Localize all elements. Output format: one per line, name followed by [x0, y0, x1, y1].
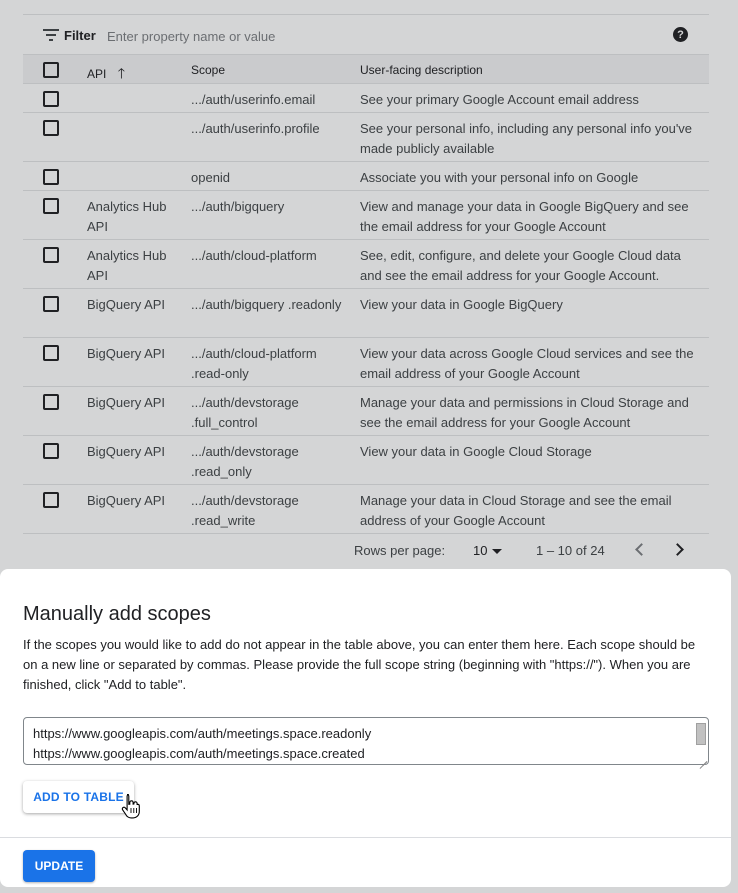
- row-scope: .../auth/devstorage .full_control: [191, 395, 299, 430]
- row-scope: .../auth/userinfo.profile: [191, 121, 320, 136]
- row-scope: .../auth/userinfo.email: [191, 92, 316, 107]
- table-body: [23, 84, 709, 534]
- row-api: BigQuery API: [87, 297, 166, 312]
- table-row[interactable]: [23, 289, 709, 338]
- update-button[interactable]: UPDATE: [23, 850, 95, 882]
- row-scope: .../auth/devstorage .read_only: [191, 444, 299, 479]
- row-description: Manage your data in Cloud Storage and see the email address of your Google Account: [360, 493, 672, 528]
- row-checkbox[interactable]: [43, 198, 59, 214]
- chevron-left-icon: [635, 543, 648, 556]
- add-to-table-button[interactable]: ADD TO TABLE: [23, 781, 134, 813]
- row-scope: .../auth/bigquery: [191, 199, 285, 214]
- row-scope: .../auth/cloud-platform: [191, 248, 317, 263]
- caret-down-icon: [492, 549, 502, 554]
- row-scope: .../auth/devstorage .read_write: [191, 493, 299, 528]
- previous-page-button[interactable]: [630, 540, 650, 560]
- row-description: View your data across Google Cloud services and see the email address of your Google Account: [360, 346, 694, 381]
- table-row[interactable]: [23, 240, 709, 289]
- filter-icon: [43, 29, 59, 41]
- row-scope: .../auth/cloud-platform .read-only: [191, 346, 317, 381]
- row-description: Associate you with your personal info on Google: [360, 170, 639, 185]
- filter-input[interactable]: [107, 26, 607, 46]
- row-api: Analytics Hub API: [87, 199, 167, 234]
- row-api: BigQuery API: [87, 493, 166, 508]
- row-checkbox[interactable]: [43, 296, 59, 312]
- scopes-table-panel: [23, 14, 709, 569]
- row-api: BigQuery API: [87, 444, 166, 459]
- table-row[interactable]: [23, 113, 709, 162]
- table-row[interactable]: [23, 387, 709, 436]
- row-description: Manage your data and permissions in Cloud Storage and see the email address for your Google Account: [360, 395, 689, 430]
- column-header-api-label: API: [87, 67, 107, 81]
- row-description: See, edit, configure, and delete your Google Cloud data and see the email address for your Google Account.: [360, 248, 681, 283]
- row-description: See your personal info, including any personal info you've made publicly available: [360, 121, 693, 156]
- pagination-range: 1 – 10 of 24: [536, 543, 605, 558]
- rows-per-page-label: Rows per page:: [354, 543, 446, 558]
- row-checkbox[interactable]: [43, 169, 59, 185]
- row-checkbox[interactable]: [43, 394, 59, 410]
- row-description: View your data in Google Cloud Storage: [360, 444, 592, 459]
- chevron-right-icon: [671, 543, 684, 556]
- manual-scopes-description: If the scopes you would like to add do not appear in the table above, you can enter them here. Each scope should be on a new line or separated by commas. Please provide the full scope string (beginning with "https://"). When you are finished, click "Add to table".: [23, 637, 696, 692]
- footer-divider: [0, 837, 731, 838]
- pagination: [23, 534, 709, 567]
- column-header-description: User-facing description: [360, 63, 483, 77]
- table-row[interactable]: [23, 485, 709, 534]
- column-header-scope: Scope: [191, 63, 226, 77]
- filter-bar: [23, 14, 709, 55]
- row-description: View your data in Google BigQuery: [360, 297, 563, 312]
- row-checkbox[interactable]: [43, 247, 59, 263]
- table-row[interactable]: [23, 84, 709, 113]
- row-api: BigQuery API: [87, 395, 166, 410]
- row-description: See your primary Google Account email address: [360, 92, 639, 107]
- textarea-scrollbar[interactable]: [696, 723, 706, 745]
- help-icon[interactable]: ?: [673, 27, 688, 42]
- table-row[interactable]: [23, 436, 709, 485]
- row-description: View and manage your data in Google BigQuery and see the email address for your Google Account: [360, 199, 689, 234]
- rows-per-page-value: 10: [473, 543, 488, 558]
- table-header: [23, 55, 709, 84]
- row-api: Analytics Hub API: [87, 248, 167, 283]
- resize-grip-icon[interactable]: [697, 752, 707, 762]
- manual-scopes-panel: [0, 569, 731, 887]
- row-checkbox[interactable]: [43, 91, 59, 107]
- manual-scopes-title: Manually add scopes: [23, 603, 211, 625]
- row-checkbox[interactable]: [43, 492, 59, 508]
- sort-arrow-up-icon[interactable]: 🡑: [117, 65, 125, 81]
- scopes-textarea[interactable]: [23, 717, 709, 765]
- row-scope: .../auth/bigquery .readonly: [191, 297, 342, 312]
- select-all-checkbox[interactable]: [43, 62, 59, 78]
- row-api: BigQuery API: [87, 346, 166, 361]
- row-checkbox[interactable]: [43, 443, 59, 459]
- rows-per-page-select[interactable]: [473, 543, 502, 558]
- hand-pointer-cursor-icon: [121, 793, 141, 819]
- row-scope: openid: [191, 170, 231, 185]
- filter-label: Filter: [64, 28, 96, 43]
- table-row[interactable]: [23, 191, 709, 240]
- table-row[interactable]: [23, 162, 709, 191]
- next-page-button[interactable]: [670, 540, 690, 560]
- row-checkbox[interactable]: [43, 120, 59, 136]
- row-checkbox[interactable]: [43, 345, 59, 361]
- table-row[interactable]: [23, 338, 709, 387]
